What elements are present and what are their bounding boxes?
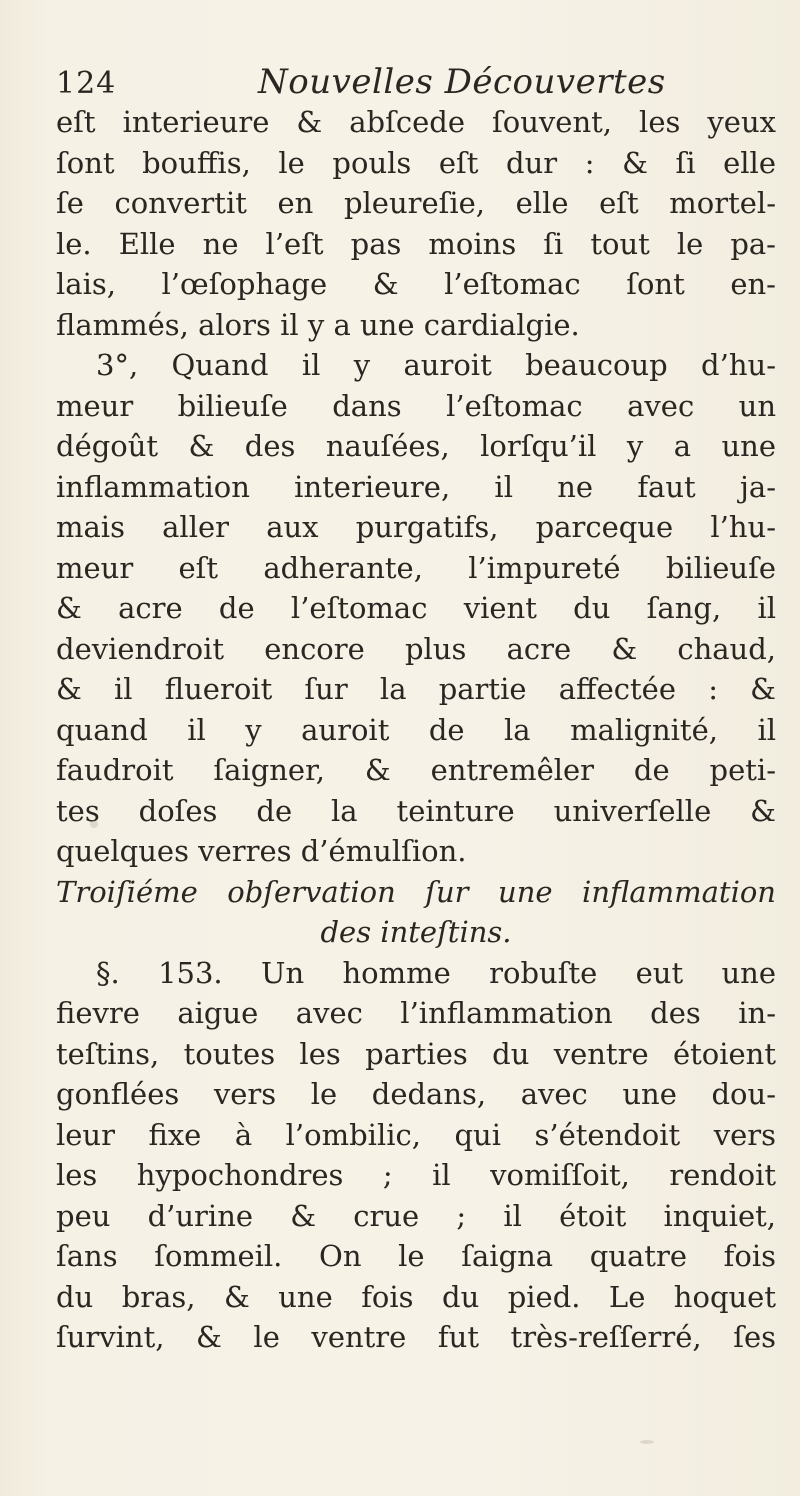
page-header <box>56 60 776 104</box>
text-line: du bras, & une fois du pied. Le hoquet <box>56 1279 776 1314</box>
section-heading-continued: des inteſtins. <box>320 915 512 949</box>
text-line: lais, l’œſophage & l’eſtomac ſont en- <box>56 267 776 301</box>
text-line: & il flueroit ſur la partie affectée : & <box>56 672 776 706</box>
body-text <box>56 102 776 1358</box>
text-line: peu d’urine & crue ; il étoit inquiet, <box>56 1198 776 1233</box>
running-title: Nouvelles Découvertes <box>258 62 666 102</box>
text-line: quelques verres d’émulſion. <box>56 834 467 868</box>
text-line: ſans ſommeil. On le ſaigna quatre fois <box>56 1239 776 1273</box>
text-line: faudroit ſaigner, & entremêler de peti- <box>56 753 776 787</box>
text-line: tes doſes de la teinture univerſelle & <box>56 793 776 828</box>
text-line: les hypochondres ; il vomiſſoit, rendoit <box>56 1158 776 1192</box>
text-line: ſurvint, & le ventre fut très-reſſerré, ſes <box>56 1320 776 1354</box>
text-line: & acre de l’eſtomac vient du ſang, il <box>56 591 776 625</box>
text-line: eſt interieure & abſcede ſouvent, les yeux <box>56 105 776 139</box>
text-line: flammés, alors il y a une cardialgie. <box>56 307 580 342</box>
text-line: leur fixe à l’ombilic, qui s’étendoit vers <box>56 1117 776 1152</box>
text-line: deviendroit encore plus acre & chaud, <box>56 631 776 666</box>
section-heading: Troiſiéme obſervation ſur une inflammation <box>56 874 776 909</box>
text-line: ſe convertit en pleureſie, elle eſt mortel- <box>56 186 776 220</box>
text-line: 3°, Quand il y auroit beaucoup d’hu- <box>96 348 776 382</box>
page-number: 124 <box>56 66 117 101</box>
text-line: meur bilieuſe dans l’eſtomac avec un <box>56 388 776 423</box>
text-line: meur eſt adherante, l’impureté bilieuſe <box>56 550 776 585</box>
text-line: mais aller aux purgatifs, parceque l’hu- <box>56 510 776 544</box>
text-line: inflammation interieure, il ne faut ja- <box>56 469 776 504</box>
text-line: gonflées vers le dedans, avec une dou- <box>56 1077 776 1111</box>
text-line: ſont bouffis, le pouls eſt dur : & ſi elle <box>56 145 776 180</box>
text-line: le. Elle ne l’eſt pas moins ſi tout le pa- <box>56 226 776 261</box>
text-line: fievre aigue avec l’inflammation des in- <box>56 996 776 1030</box>
paper-stain <box>90 820 98 828</box>
text-line: §. 153. Un homme robuſte eut une <box>96 955 776 990</box>
text-line: dégoût & des nauſées, lorſqu’il y a une <box>56 429 776 463</box>
text-line: teſtins, toutes les parties du ventre étoient <box>56 1036 776 1071</box>
paper-stain <box>640 1440 654 1444</box>
text-line: quand il y auroit de la malignité, il <box>56 712 776 747</box>
